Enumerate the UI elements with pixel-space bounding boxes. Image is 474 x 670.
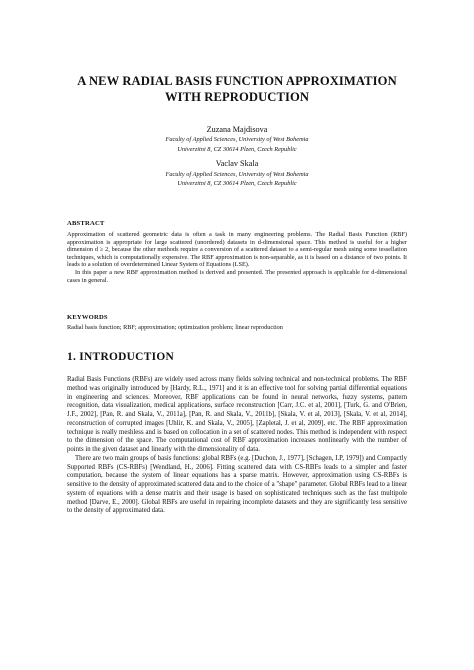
author-1-name: Zuzana Majdisova xyxy=(206,125,268,134)
intro-paragraph-1: Radial Basis Functions (RBFs) are widely used across many fields solving technical and non-technical problems. The RBF method was originally introduced by [Hardy, R.L., 1971] and it is an effective tool for solving partial differential equations in engineering and sciences. Moreover, RBF applications can be found in neural networks, fuzzy systems, pattern recognition, data visualization, medical applications, surface reconstruction [Carr, J.C. et al, 2001], [Turk, G. and O'Brien, J.F., 2002], [Pan, R. and Skala, V., 2011a], [Pan, R. and Skala, V., 2011b], [Skala, V. et al, 2013], [Skala, V. et al, 2014], reconstruction of corrupted images [Uhlir, K. and Skala, V., 2005], [Zapletal, J. et al, 2009], etc. The RBF approximation technique is really meshless and is based on collocation in a set of scattered nodes. This method is independent with respect to the dimension of the space. The computational cost of RBF approximation increases nonlinearly with the number of points in the given dataset and linearly with the dimensionality of data. xyxy=(67,376,407,453)
abstract-body xyxy=(67,231,407,284)
abstract-paragraph-2: In this paper a new RBF approximation method is derived and presented. The presented approach is applicable for d-dimensional cases in general. xyxy=(67,268,407,284)
author-2-name: Vaclav Skala xyxy=(215,159,259,168)
abstract-paragraph-1: Approximation of scattered geometric data is often a task in many engineering problems. The Radial Basis Function (RBF) approximation is appropriate for large scattered (unordered) datasets in d-dimensional space. This method is useful for a higher dimension d ≥ 2, because the other methods require a conversion of a scattered dataset to a semi-regular mesh using some tessellation techniques, which is computationally expensive. The RBF approximation is non-separable, as it is based on a distance of two points. It leads to a solution of overdetermined Linear System of Equations (LSE). xyxy=(67,231,407,269)
title-line-1: A NEW RADIAL BASIS FUNCTION APPROXIMATION xyxy=(77,74,397,88)
author-1-affiliation-line-1: Faculty of Applied Sciences, University of West Bohemia xyxy=(165,136,309,143)
keywords-heading: KEYWORDS xyxy=(67,314,108,321)
title-line-2: WITH REPRODUCTION xyxy=(164,90,310,104)
author-1-affiliation-line-2: Univerzitni 8, CZ 30614 Plzen, Czech Republic xyxy=(177,145,297,153)
introduction-body xyxy=(67,376,407,516)
keywords-text: Radial basis function; RBF; approximation; optimization problem; linear reproduction xyxy=(67,324,283,331)
author-2-affiliation-line-1: Faculty of Applied Sciences, University of West Bohemia xyxy=(165,170,309,178)
section-heading-introduction: 1. INTRODUCTION xyxy=(67,351,175,363)
abstract-heading: ABSTRACT xyxy=(67,220,105,227)
intro-paragraph-2: There are two main groups of basis functions: global RBFs (e.g. [Duchon, J., 1977], [Schagen, I.P, 1979]) and Compactly Supported RBFs (CS-RBFs) [Wendland, H., 2006]. Fitting scattered data with CS-RBFs leads to a simpler and faster computation, because the system of linear equations has a sparse matrix. However, approximation using CS-RBFs is sensitive to the density of approximated scattered data and to the choice of a "shape" parameter. Global RBFs lead to a linear system of equations with a dense matrix and their usage is based on sophisticated techniques such as the fast multipole method [Darve, E., 2000]. Global RBFs are useful in repairing incomplete datasets and they are significantly less sensitive to the density of approximated data. xyxy=(67,454,407,515)
paper-title xyxy=(60,73,414,105)
author-2-affiliation-line-2: Univerzitni 8, CZ 30614 Plzen, Czech Republic xyxy=(177,180,297,187)
